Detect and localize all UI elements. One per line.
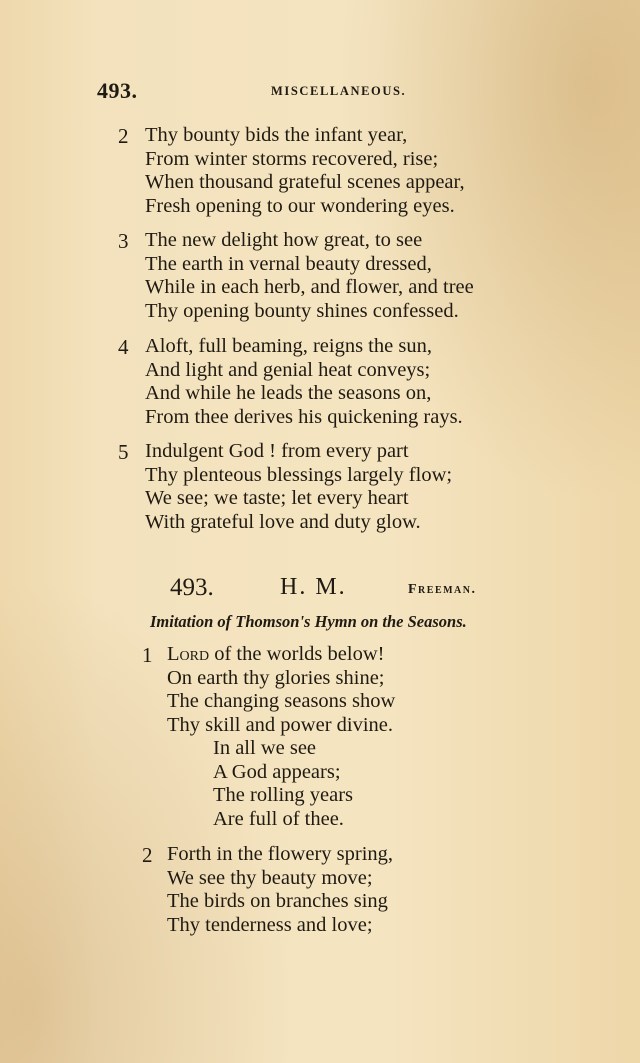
verse-line: Indulgent God ! from every part (145, 440, 409, 462)
verse-line: From thee derives his quickening rays. (145, 405, 463, 428)
verse-line: Forth in the flowery spring, (167, 843, 394, 865)
verse-line: Thy skill and power divine. (167, 713, 394, 736)
verse-line: And light and genial heat conveys; (145, 358, 431, 381)
verse-line: We see thy beauty move; (167, 866, 373, 889)
verse-line: Thy bounty bids the infant year, (145, 124, 408, 146)
verse-line: And while he leads the seasons on, (145, 382, 432, 404)
verse-line: The changing seasons show (167, 690, 396, 712)
verse-line: Thy plenteous blessings largely flow; (145, 463, 453, 486)
verse-line-indented: Are full of thee. (213, 807, 344, 830)
first-word-rest: ord (179, 643, 210, 665)
verse-line: With grateful love and duty glow. (145, 510, 421, 533)
stanza-number: 5 (118, 440, 129, 464)
verse-line: The birds on branches sing (167, 890, 388, 912)
verse-line: While in each herb, and flower, and tree (145, 276, 474, 298)
stanza-number: 2 (142, 843, 153, 867)
stanza-number: 4 (118, 335, 129, 359)
first-line-rest: of the worlds below! (209, 643, 385, 665)
stanza-number: 3 (118, 229, 129, 253)
verse-line: Thy tenderness and love; (167, 913, 373, 936)
hymn-meter: H. M. (280, 574, 347, 600)
page-header (97, 78, 437, 106)
drop-initial: L (167, 643, 180, 665)
verse-line: The new delight how great, to see (145, 229, 423, 251)
stanza-number: 2 (118, 124, 129, 148)
verse-line: We see; we taste; let every heart (145, 487, 409, 509)
verse-line: From winter storms recovered, rise; (145, 147, 439, 170)
verse-line-indented: In all we see (213, 737, 317, 759)
verse-line: On earth thy glories shine; (167, 666, 385, 689)
hymn-tune: Freeman. (408, 582, 477, 597)
verse-line: When thousand grateful scenes appear, (145, 171, 465, 193)
hymn-number: 493. (170, 574, 214, 601)
stanza-number: 1 (142, 643, 153, 667)
verse-line: Fresh opening to our wondering eyes. (145, 194, 455, 217)
verse-line: The earth in vernal beauty dressed, (145, 252, 432, 275)
hymn-heading (170, 574, 570, 604)
running-head: MISCELLANEOUS. (271, 84, 407, 98)
verse-line-indented: The rolling years (213, 784, 354, 806)
page-number: 493. (97, 78, 138, 103)
verse-line: Aloft, full beaming, reigns the sun, (145, 335, 432, 357)
hymn-subtitle: Imitation of Thomson's Hymn on the Seasons. (150, 612, 467, 631)
verse-line-indented: A God appears; (213, 760, 341, 783)
verse-line: Thy opening bounty shines confessed. (145, 299, 459, 322)
verse-line-first (167, 643, 395, 667)
